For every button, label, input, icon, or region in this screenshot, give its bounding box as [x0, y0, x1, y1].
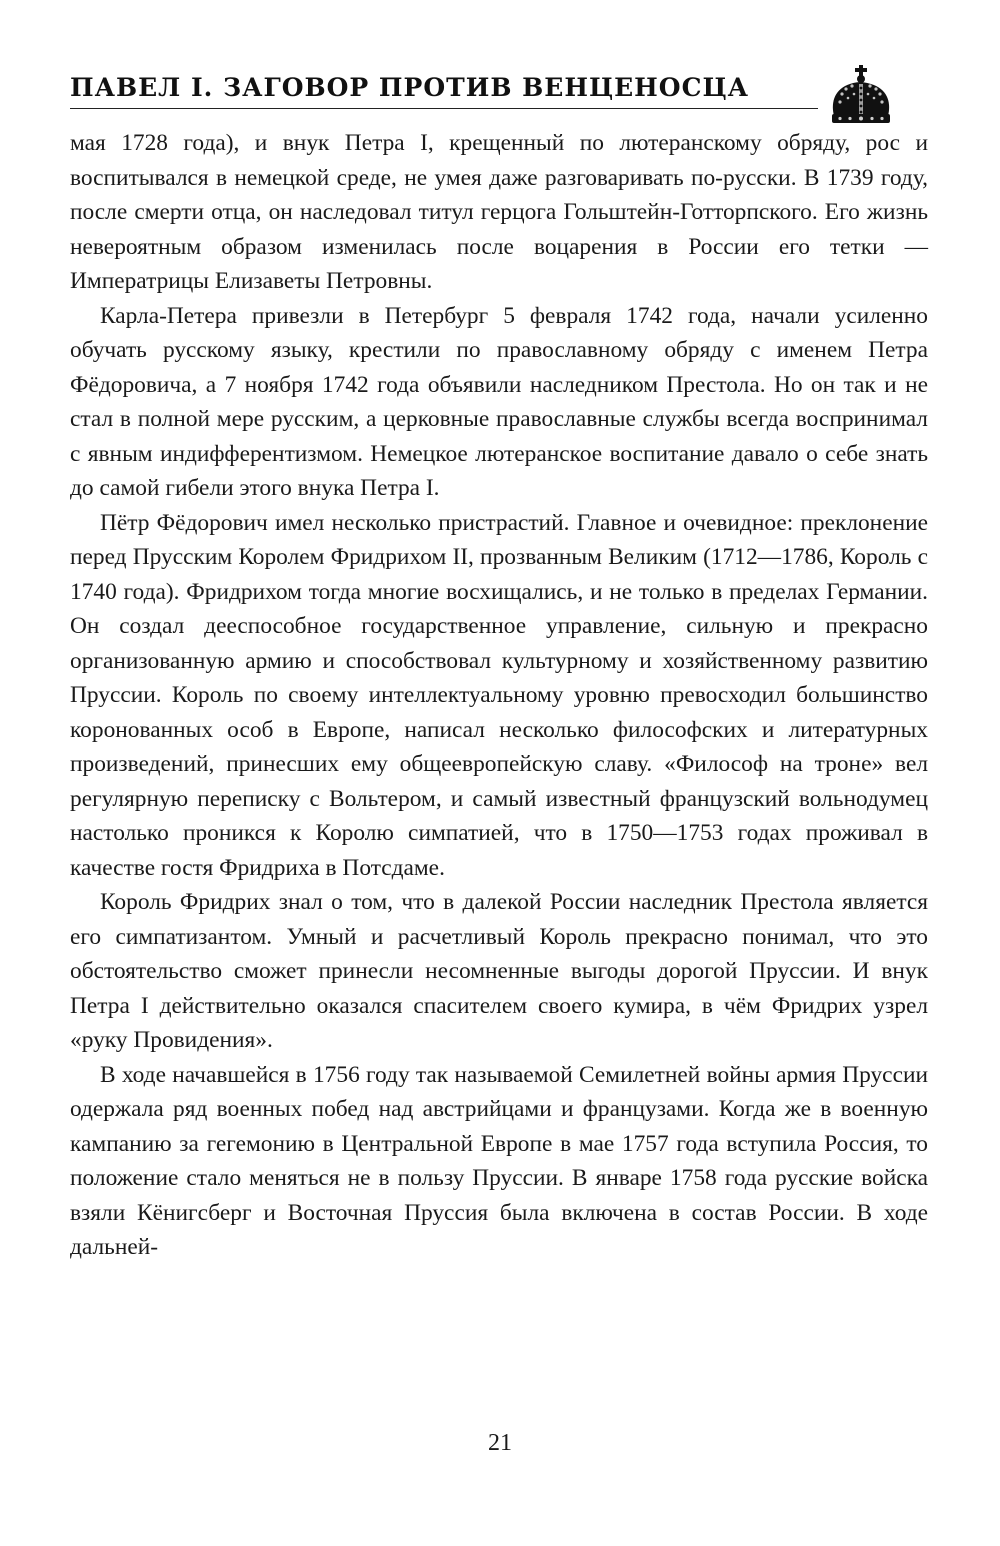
page-number: 21 [488, 1430, 512, 1456]
paragraph: В ходе начавшейся в 1756 году так называемой Семилетней войны армия Пруссии одержала ряд военных побед над австрийцами и французами. Когда же в военную кампанию за гегемонию в Центральной Европе в мае 1757 года вступила Россия, то положение стало меняться не в пользу Пруссии. В январе 1758 года русские войска взяли Кёнигсберг и Восточная Пруссия была включена в состав России. В ходе дальней- [70, 1061, 928, 1260]
paragraph: Пётр Фёдорович имел несколько пристрастий. Главное и очевидное: преклонение перед Прусским Королем Фридрихом II, прозванным Великим (1712—1786, Король с 1740 года). Фридрихом тогда многие восхищались, и не только в пределах Германии. Он создал дееспособное государственное управление, сильную и прекрасно организованную армию и способствовал культурному и хозяйственному развитию Пруссии. Король по своему интеллектуальному уровню превосходил большинство коронованных особ в Европе, написал несколько философских и литературных произведений, принесших ему общеевропейскую славу. «Философ на троне» вел регулярную переписку с Вольтером, и самый известный французский вольнодумец настолько проникся к Королю симпатией, что в 1750—1753 годах проживал в качестве гостя Фридриха в Потсдаме. [70, 509, 928, 881]
paragraph: Карла-Петера привезли в Петербург 5 февраля 1742 года, начали усиленно обучать русскому языку, крестили по православному обряду с именем Петра Фёдоровича, а 7 ноября 1742 года объявили наследником Престола. Но он так и не стал в полной мере русским, а церковные православные службы всегда воспринимал с явным индифферентизмом. Немецкое лютеранское воспитание давало о себе знать до самой гибели этого внука Петра I. [70, 302, 928, 501]
running-header [70, 72, 830, 114]
paragraph: мая 1728 года), и внук Петра I, крещенный по лютеранскому обряду, рос и воспитывался в немецкой среде, не умея даже разговаривать по-русски. В 1739 году, после смерти отца, он наследовал титул герцога Гольштейн-Готторпского. Его жизнь невероятным образом изменилась после воцарения в России его тетки — Императрицы Елизаветы Петровны. [70, 130, 928, 294]
imperial-crown-icon [826, 64, 896, 128]
body-text [70, 126, 928, 1265]
running-title: ПАВЕЛ I. ЗАГОВОР ПРОТИВ ВЕНЦЕНОСЦА [70, 73, 749, 102]
paragraph: Король Фридрих знал о том, что в далекой России наследник Престола является его симпатизантом. Умный и расчетливый Король прекрасно понимал, что это обстоятельство сможет принесли несомненные выгоды дорогой Пруссии. И внук Петра I действительно оказался спасителем своего кумира, в чём Фридрих узрел «руку Провидения». [70, 889, 928, 1053]
header-rule [70, 108, 818, 109]
